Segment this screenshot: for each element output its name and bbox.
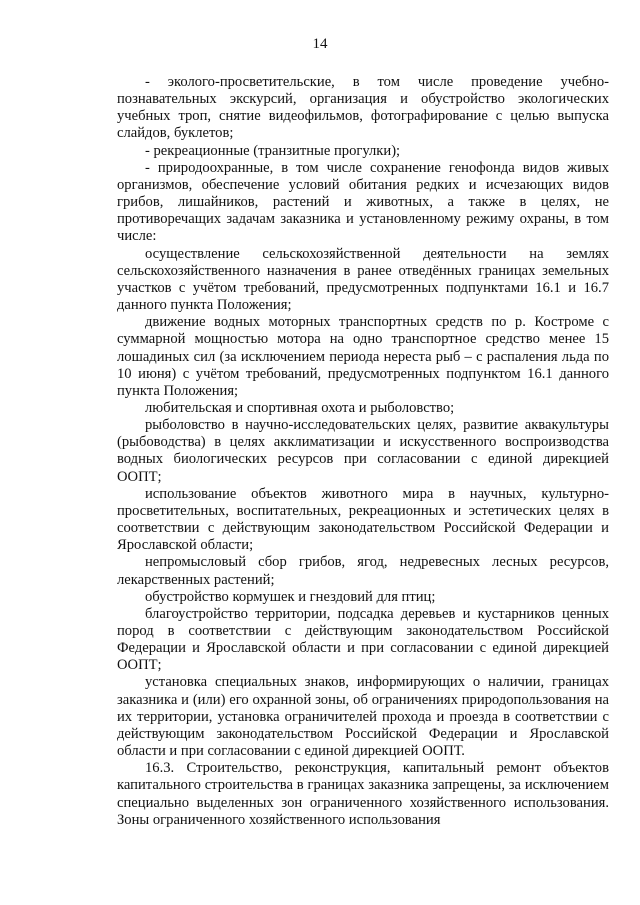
paragraph: любительская и спортивная охота и рыболовство;	[145, 399, 455, 416]
paragraph: рыболовство в научно-исследовательских целях, развитие аквакультуры (рыбоводства) в целях акклиматизации и искусственного воспроизводства водных биологических ресурсов при согласовании с единой дирекцией ООПТ;	[117, 417, 609, 485]
paragraph: - рекреационные (транзитные прогулки);	[145, 142, 401, 159]
page-number: 14	[312, 36, 328, 52]
paragraph: 16.3. Строительство, реконструкция, капитальный ремонт объектов капитального строительства в границах заказника запрещены, за исключением специально выделенных зон ограниченного хозяйственного использования. Зоны ограниченного хозяйственного использования	[117, 760, 609, 828]
paragraph: благоустройство территории, подсадка деревьев и кустарников ценных пород в соответствии с действующим законодательством Российской Федерации и Ярославской области и при согласовании с единой дирекцией ООПТ;	[117, 605, 609, 674]
paragraph: - природоохранные, в том числе сохранение генофонда видов живых организмов, обеспечение условий обитания редких и исчезающих видов грибов, лишайников, растений и животных, а также в целях, не противоречащих задачам заказника и установленному режиму охраны, в том числе:	[117, 159, 609, 245]
paragraph: непромысловый сбор грибов, ягод, недревесных лесных ресурсов, лекарственных растений;	[117, 554, 609, 588]
paragraph: осуществление сельскохозяйственной деятельности на землях сельскохозяйственного назначения в ранее отведённых границах земельных участков с учётом требований, предусмотренных подпунктами 16.1 и 16.7 данного пункта Положения;	[117, 245, 609, 314]
document-body	[117, 74, 609, 829]
paragraph: - эколого-просветительские, в том числе проведение учебно-познавательных экскурсий, организация и обустройство экологических учебных троп, снятие видеофильмов, фотографирование с целью выпуска слайдов, буклетов;	[117, 74, 609, 142]
paragraph: использование объектов животного мира в научных, культурно-просветительных, воспитательных, рекреационных и эстетических целях в соответствии с действующим законодательством Российской Федерации и Ярославской области;	[117, 485, 609, 554]
paragraph: движение водных моторных транспортных средств по р. Костроме с суммарной мощностью мотора на одно транспортное средство менее 15 лошадиных сил (за исключением периода нереста рыб – с распаления льда по 10 июня) с учётом требований, предусмотренных подпунктом 16.1 данного пункта Положения;	[117, 314, 609, 399]
paragraph: установка специальных знаков, информирующих о наличии, границах заказника и (или) его охранной зоны, об ограничениях природопользования на их территории, установка ограничителей прохода и проезда в соответствии с действующим законодательством Российской Федерации и Ярославской области и при согласовании с единой дирекцией ООПТ.	[117, 674, 609, 760]
paragraph: обустройство кормушек и гнездовий для птиц;	[145, 588, 436, 605]
